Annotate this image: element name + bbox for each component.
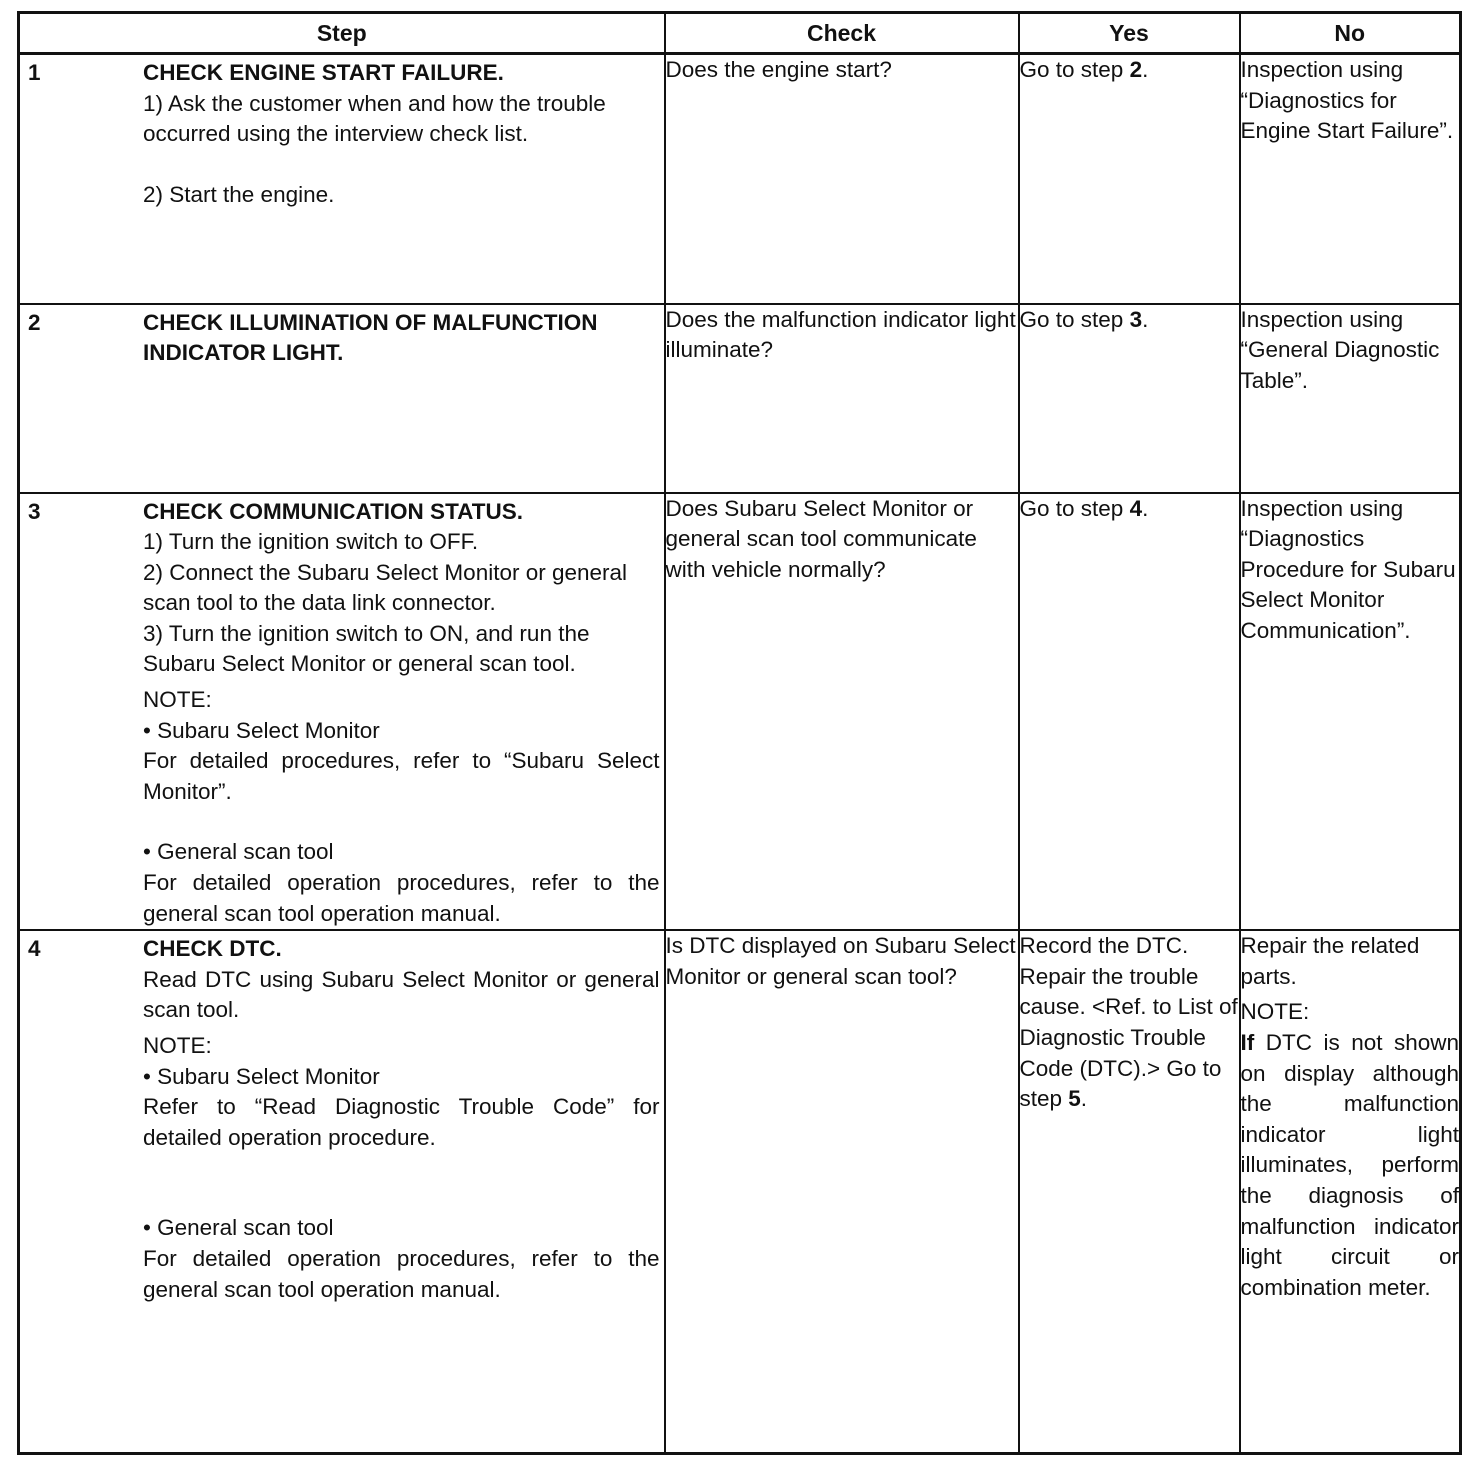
step-number: 3 [28, 498, 41, 524]
step-instruction: 2) Connect the Subaru Select Monitor or general scan tool to the data link connector. [143, 559, 628, 616]
check-cell: Is DTC displayed on Subaru Select Monitor or general scan tool? [665, 930, 1019, 1453]
note-label: NOTE: [1240, 999, 1310, 1025]
yes-cell: Go to step 2. [1019, 54, 1240, 304]
step-title: CHECK ILLUMINATION OF MALFUNCTION INDICATOR LIGHT. [143, 309, 598, 366]
step-instruction: 1) Ask the customer when and how the trouble occurred using the interview check list. [143, 90, 606, 147]
check-cell: Does Subaru Select Monitor or general scan tool communicate with vehicle normally? [665, 493, 1019, 931]
header-no: No [1240, 13, 1461, 54]
yes-cell: Go to step 4. [1019, 493, 1240, 931]
diagnostic-procedure-table [17, 11, 1462, 1455]
note-label: NOTE: [143, 687, 212, 713]
step-title: CHECK ENGINE START FAILURE. [143, 60, 504, 85]
check-cell: Does the engine start? [665, 54, 1019, 304]
step-number: 4 [28, 936, 41, 962]
table-row [19, 930, 1461, 1453]
note-bullet: • General scan tool [143, 839, 334, 865]
note-bullet: • General scan tool [143, 1215, 334, 1241]
step-instruction: 3) Turn the ignition switch to ON, and run the Subaru Select Monitor or general scan tool. [143, 620, 590, 677]
note-text: For detailed operation procedures, refer to the general scan tool operation manual. [143, 870, 660, 926]
no-cell: Inspection using “Diagnostics for Engine Start Failure”. [1240, 54, 1461, 304]
header-row [19, 13, 1461, 54]
note-text: For detailed operation procedures, refer to the general scan tool operation manual. [143, 1245, 660, 1302]
table-row [19, 54, 1461, 304]
yes-step-number: 5 [1068, 1086, 1081, 1112]
no-cell [1240, 930, 1461, 1453]
table-row [19, 304, 1461, 493]
step-number: 1 [28, 60, 41, 85]
step-instruction: 2) Start the engine. [143, 181, 335, 207]
header-yes: Yes [1019, 13, 1240, 54]
step-instruction: 1) Turn the ignition switch to OFF. [143, 529, 479, 555]
no-text: Repair the related parts. [1240, 933, 1420, 989]
yes-step-number: 3 [1129, 306, 1143, 332]
step-cell [19, 493, 665, 931]
yes-cell: Go to step 3. [1019, 304, 1240, 493]
no-cell: Inspection using “General Diagnostic Table”. [1240, 304, 1461, 493]
check-cell: Does the malfunction indicator light illuminate? [665, 304, 1019, 493]
step-cell [19, 304, 665, 493]
no-cell: Inspection using “Diagnostics Procedure for Subaru Select Monitor Communication”. [1240, 493, 1461, 931]
step-title: CHECK COMMUNICATION STATUS. [143, 498, 523, 524]
note-bullet: • Subaru Select Monitor [143, 717, 380, 743]
step-cell [19, 930, 665, 1453]
step-cell [19, 54, 665, 304]
note-bullet: • Subaru Select Monitor [143, 1063, 380, 1089]
note-text: Refer to “Read Diagnostic Trouble Code” for detailed operation procedure. [143, 1094, 660, 1150]
header-check: Check [665, 13, 1019, 54]
header-step: Step [19, 13, 665, 54]
step-number: 2 [28, 309, 41, 335]
yes-step-number: 4 [1129, 495, 1143, 521]
step-title: CHECK DTC. [143, 936, 282, 962]
table-row [19, 493, 1461, 931]
note-text: If DTC is not shown on display although the malfunction indicator light illuminates, perform the diagnosis of malfunction indicator light circuit or combination meter. [1240, 1030, 1459, 1300]
yes-cell: Record the DTC. Repair the trouble cause. <Ref. to List of Diagnostic Trouble Code (DTC).> Go to step 5. [1019, 930, 1240, 1453]
step-instruction: Read DTC using Subaru Select Monitor or general scan tool. [143, 966, 660, 1023]
yes-step-number: 2 [1129, 57, 1143, 82]
note-label: NOTE: [143, 1033, 212, 1058]
note-text: For detailed procedures, refer to “Subaru Select Monitor”. [143, 748, 660, 804]
